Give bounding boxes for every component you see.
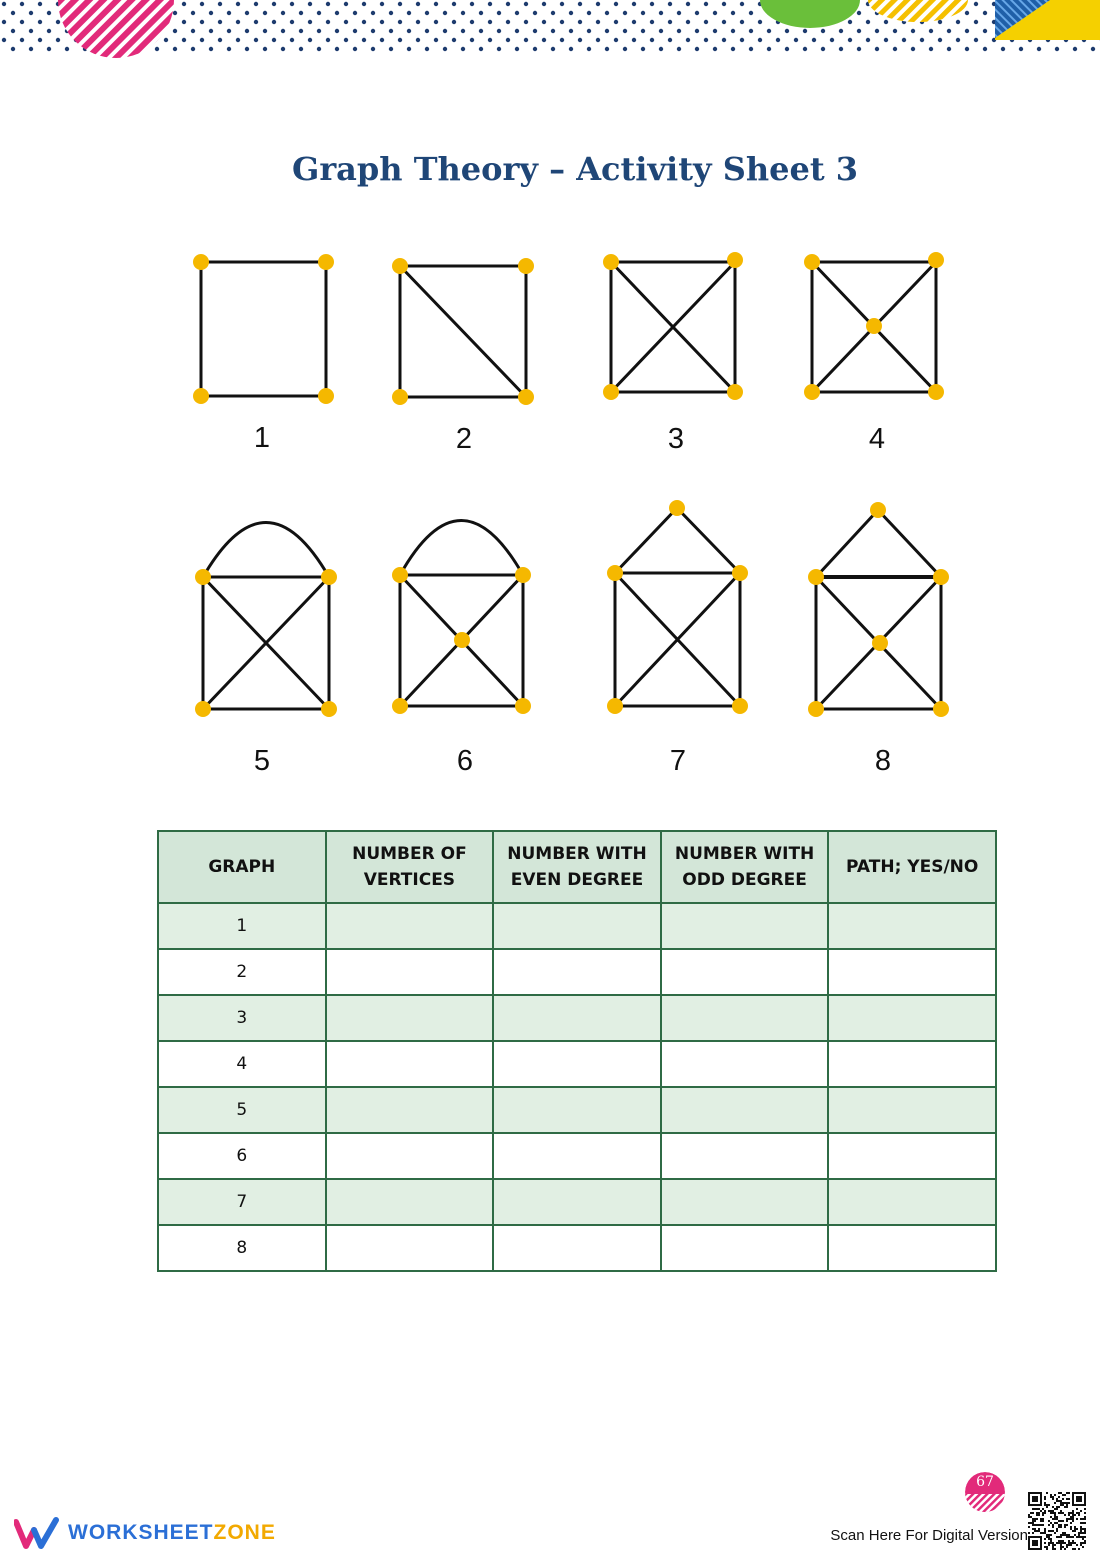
brand-name: [68, 1521, 276, 1545]
graph-8-vertex: [808, 701, 824, 717]
path-answer-cell[interactable]: [828, 903, 996, 949]
graph-3-vertex: [727, 252, 743, 268]
graph-5-vertex: [195, 569, 211, 585]
even-degree-answer-cell[interactable]: [493, 1133, 661, 1179]
graph-5-vertex: [321, 569, 337, 585]
graph-number-cell: 7: [158, 1179, 326, 1225]
graph-7-vertex: [607, 565, 623, 581]
graph-4-vertex: [928, 252, 944, 268]
graph-6-vertex: [515, 567, 531, 583]
graph-1-vertex: [318, 254, 334, 270]
path-answer-cell[interactable]: [828, 1041, 996, 1087]
graph-2-vertex: [518, 258, 534, 274]
graph-3-vertex: [727, 384, 743, 400]
graph-8-edges: [816, 510, 941, 709]
graph-label-3: 3: [667, 423, 685, 455]
vertices-answer-cell[interactable]: [326, 1179, 494, 1225]
table-row: [158, 995, 996, 1041]
graph-number-cell: 4: [158, 1041, 326, 1087]
page-number: 67: [976, 1474, 994, 1490]
header-path: PATH; YES/NO: [828, 831, 996, 903]
odd-degree-answer-cell[interactable]: [661, 1041, 829, 1087]
table-row: [158, 1179, 996, 1225]
graph-number-cell: 8: [158, 1225, 326, 1271]
path-answer-cell[interactable]: [828, 949, 996, 995]
graph-8-vertex: [933, 569, 949, 585]
vertices-answer-cell[interactable]: [326, 995, 494, 1041]
graph-vertices: [193, 252, 949, 717]
graph-3-vertex: [603, 384, 619, 400]
path-answer-cell[interactable]: [828, 1225, 996, 1271]
table-row: [158, 1225, 996, 1271]
graph-label-5: 5: [253, 745, 271, 777]
graph-5-edges: [203, 523, 329, 710]
header-odd-degree: NUMBER WITH ODD DEGREE: [661, 831, 829, 903]
graph-7-vertex: [732, 565, 748, 581]
graph-2-vertex: [518, 389, 534, 405]
vertices-answer-cell[interactable]: [326, 1087, 494, 1133]
even-degree-answer-cell[interactable]: [493, 949, 661, 995]
graph-7-vertex: [669, 500, 685, 516]
graph-4-vertex: [804, 254, 820, 270]
graph-8-vertex: [872, 635, 888, 651]
graph-7-vertex: [607, 698, 623, 714]
even-degree-answer-cell[interactable]: [493, 1179, 661, 1225]
vertices-answer-cell[interactable]: [326, 1225, 494, 1271]
odd-degree-answer-cell[interactable]: [661, 1179, 829, 1225]
scan-instruction: Scan Here For Digital Version: [830, 1527, 1028, 1544]
graph-1-vertex: [193, 254, 209, 270]
graph-2-vertex: [392, 389, 408, 405]
odd-degree-answer-cell[interactable]: [661, 1225, 829, 1271]
graph-label-2: 2: [455, 423, 473, 455]
graph-number-cell: 5: [158, 1087, 326, 1133]
header-number-of-vertices: NUMBER OF VERTICES: [326, 831, 494, 903]
graph-5-vertex: [195, 701, 211, 717]
graph-number-cell: 3: [158, 995, 326, 1041]
table-row: [158, 949, 996, 995]
graph-6-vertex: [392, 567, 408, 583]
header-graph: GRAPH: [158, 831, 326, 903]
table-body: [158, 903, 996, 1271]
table-row: [158, 1041, 996, 1087]
graph-8-vertex: [808, 569, 824, 585]
table-header-row: [158, 831, 996, 903]
path-answer-cell[interactable]: [828, 1133, 996, 1179]
vertices-answer-cell[interactable]: [326, 949, 494, 995]
graph-2-vertex: [392, 258, 408, 274]
graph-6-vertex: [515, 698, 531, 714]
graph-4-vertex: [928, 384, 944, 400]
graph-2-edges: [400, 266, 526, 397]
graph-3-vertex: [603, 254, 619, 270]
even-degree-answer-cell[interactable]: [493, 1087, 661, 1133]
graph-number-cell: 2: [158, 949, 326, 995]
graph-labels: [254, 422, 891, 777]
even-degree-answer-cell[interactable]: [493, 995, 661, 1041]
graph-7-vertex: [732, 698, 748, 714]
graph-6-vertex: [392, 698, 408, 714]
table-row: [158, 1133, 996, 1179]
odd-degree-answer-cell[interactable]: [661, 1133, 829, 1179]
header-even-degree: NUMBER WITH EVEN DEGREE: [493, 831, 661, 903]
brand-name-part2: ZONE: [213, 1521, 276, 1544]
table-row: [158, 903, 996, 949]
graph-3-edges: [611, 262, 735, 392]
graph-4-vertex: [866, 318, 882, 334]
path-answer-cell[interactable]: [828, 1087, 996, 1133]
qr-code-icon[interactable]: [1028, 1492, 1086, 1550]
even-degree-answer-cell[interactable]: [493, 1225, 661, 1271]
answer-table: [157, 830, 997, 1272]
graph-4-vertex: [804, 384, 820, 400]
logo-icon: [14, 1516, 60, 1550]
graph-8-vertex: [870, 502, 886, 518]
graph-label-7: 7: [669, 745, 687, 777]
graph-6-vertex: [454, 632, 470, 648]
odd-degree-answer-cell[interactable]: [661, 903, 829, 949]
graph-figures: [0, 240, 1100, 800]
worksheetzone-logo[interactable]: [14, 1513, 276, 1553]
path-answer-cell[interactable]: [828, 1179, 996, 1225]
graph-1-edges: [201, 262, 326, 396]
graph-label-8: 8: [874, 745, 892, 777]
graph-number-cell: 1: [158, 903, 326, 949]
graph-label-4: 4: [868, 423, 886, 455]
graph-label-1: 1: [253, 422, 271, 454]
graph-number-cell: 6: [158, 1133, 326, 1179]
page-title: Graph Theory – Activity Sheet 3: [291, 150, 858, 188]
graph-6-edges: [400, 521, 523, 707]
vertices-answer-cell[interactable]: [326, 1041, 494, 1087]
even-degree-answer-cell[interactable]: [493, 903, 661, 949]
page-number-badge: [965, 1472, 1005, 1512]
graph-1-vertex: [318, 388, 334, 404]
vertices-answer-cell[interactable]: [326, 1133, 494, 1179]
path-answer-cell[interactable]: [828, 995, 996, 1041]
odd-degree-answer-cell[interactable]: [661, 1087, 829, 1133]
odd-degree-answer-cell[interactable]: [661, 995, 829, 1041]
brand-name-part1: WORKSHEET: [68, 1521, 214, 1544]
header-decoration: [0, 0, 1100, 60]
vertices-answer-cell[interactable]: [326, 903, 494, 949]
graph-8-vertex: [933, 701, 949, 717]
graph-label-6: 6: [456, 745, 474, 777]
odd-degree-answer-cell[interactable]: [661, 949, 829, 995]
even-degree-answer-cell[interactable]: [493, 1041, 661, 1087]
table-row: [158, 1087, 996, 1133]
graph-5-vertex: [321, 701, 337, 717]
graph-7-edges: [615, 508, 740, 706]
graph-1-vertex: [193, 388, 209, 404]
